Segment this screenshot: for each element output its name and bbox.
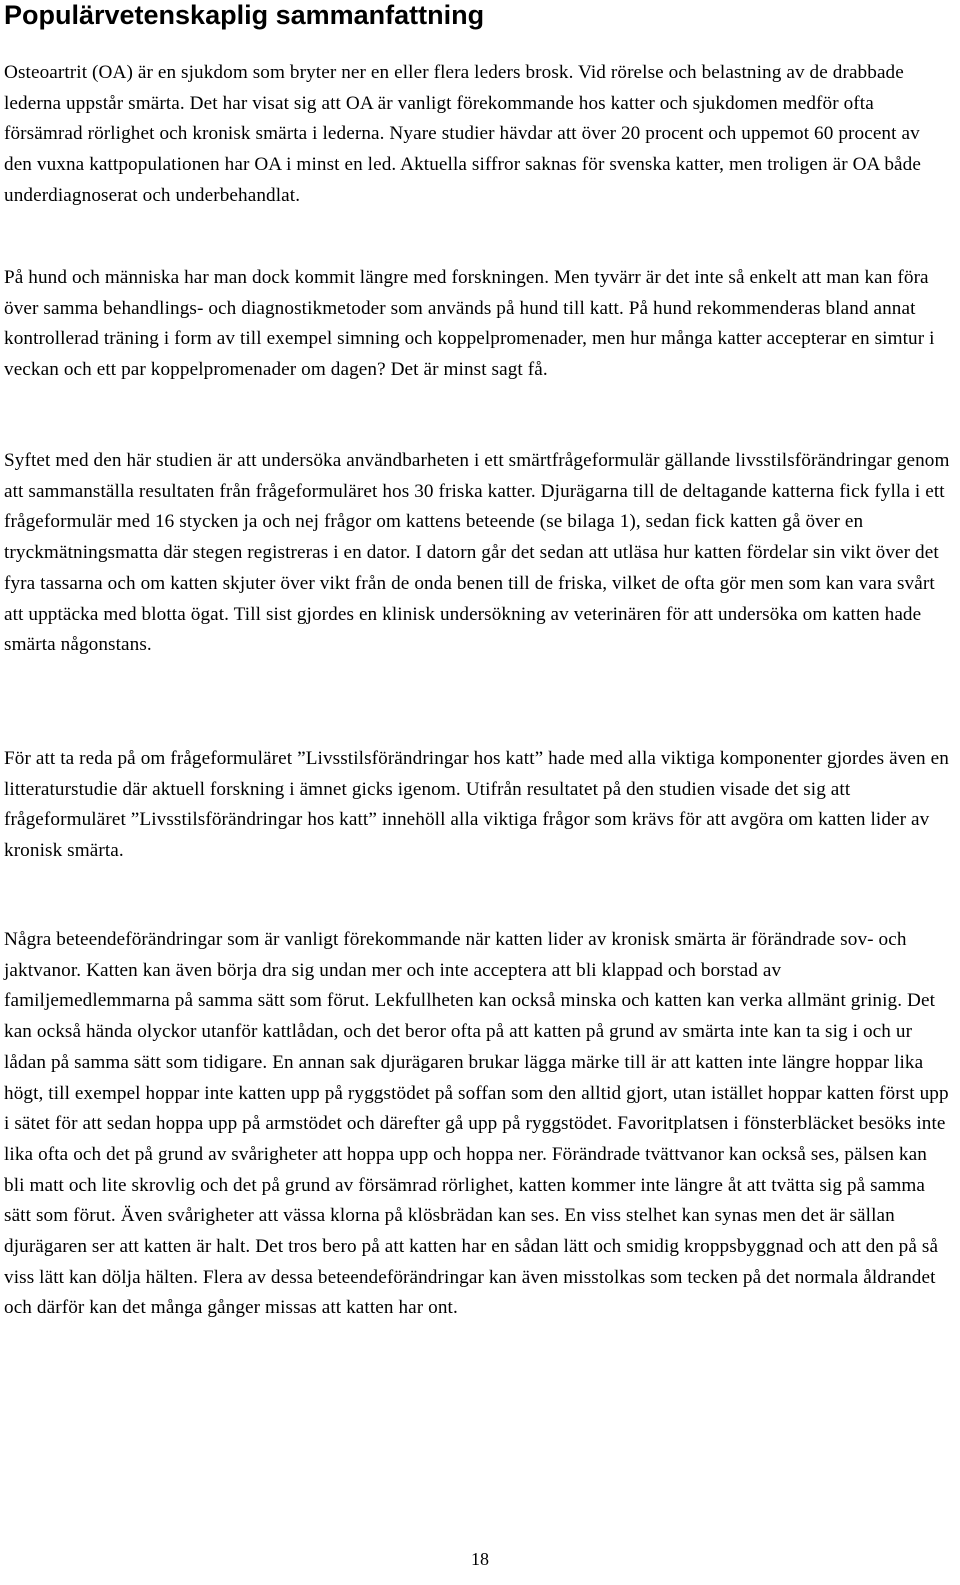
section-heading: Populärvetenskaplig sammanfattning [4,0,485,30]
paragraph-syftet: Syftet med den här studien är att undersöka användbarheten i ett smärtfrågeformulär gällande livsstilsförändringar genom att sammanställa resultaten från frågeformuläret hos 30 friska katter. Djurägarna till de deltagande katterna fick fylla i ett frågeformulär med 16 stycken ja och nej frågor om kattens beteende (se bilaga 1), sedan fick katten gå över en tryckmätningsmatta där stegen registreras i en dator. I datorn går det sedan att utläsa hur katten fördelar sin vikt över det fyra tassarna och om katten skjuter över vikt från de onda benen till de friska, vilket de ofta gör men som kan vara svårt att upptäcka med blotta ögat. Till sist gjordes en klinisk undersökning av veterinären för att undersöka om katten hade smärta någonstans. [4,450,950,656]
paragraph-litteraturstudie: För att ta reda på om frågeformuläret ”Livsstilsförändringar hos katt” hade med alla viktiga komponenter gjordes även en litteraturstudie där aktuell forskning i ämnet gicks igenom. Utifrån resultatet på den studien visade det sig att frågeformuläret ”Livsstilsförändringar hos katt” innehöll alla viktiga frågor som krävs för att avgöra om katten lider av kronisk smärta. [4,748,949,862]
paragraph-osteoartrit: Osteoartrit (OA) är en sjukdom som bryter ner en eller flera leders brosk. Vid rörelse och belastning av de drabbade lederna uppstår smärta. Det har visat sig att OA är vanligt förekommande hos katter och sjukdomen medför ofta försämrad rörlighet och kronisk smärta i lederna. Nyare studier hävdar att över 20 procent och uppemot 60 procent av den vuxna kattpopulationen har OA i minst en led. Aktuella siffror saknas för svenska katter, men troligen är OA både underdiagnoserat och underbehandlat. [4,62,921,206]
paragraph-hund-och-manniska: På hund och människa har man dock kommit längre med forskningen. Men tyvärr är det inte så enkelt att man kan föra över samma behandlings- och diagnostikmetoder som används på hund till katt. På hund rekommenderas bland annat kontrollerad träning i form av till exempel simning och koppelpromenader, men hur många katter accepterar en simtur i veckan och ett par koppelpromenader om dagen? Det är minst sagt få. [4,267,935,381]
page-number: 18 [471,1549,489,1569]
paragraph-beteendeforandringar: Några beteendeförändringar som är vanligt förekommande när katten lider av kronisk smärta är förändrade sov- och jaktvanor. Katten kan även börja dra sig undan mer och inte acceptera att bli klappad och borstad av familjemedlemmarna på samma sätt som förut. Lekfullheten kan också minska och katten kan verka allmänt grinig. Det kan också hända olyckor utanför kattlådan, och det beror ofta på att katten på grund av smärta inte kan ta sig i och ur lådan på samma sätt som tidigare. En annan sak djurägaren brukar lägga märke till är att katten inte längre hoppar lika högt, till exempel hoppar inte katten upp på ryggstödet på soffan som den alltid gjort, utan istället hoppar katten först upp i sätet för att sedan hoppa upp på armstödet och därefter gå upp på ryggstödet. Favoritplatsen i fönsterbläcket besöks inte lika ofta och det på grund av svårigheter att hoppa upp och hoppa ner. Förändrade tvättvanor kan också ses, pälsen kan bli matt och lite skrovlig och det på grund av försämrad rörlighet, katten kommer inte längre åt att tvätta sig på samma sätt som förut. Även svårigheter att vässa klorna på klösbrädan kan ses. En viss stelhet kan synas men det är sällan djurägaren ser att katten är halt. Det tros bero på att katten har en sådan lätt och smidig kroppsbyggnad och att den på så viss lätt kan dölja hälten. Flera av dessa beteendeförändringar kan även misstolkas som tecken på det normala åldrandet och därför kan det många gånger missas att katten har ont. [4,929,949,1319]
